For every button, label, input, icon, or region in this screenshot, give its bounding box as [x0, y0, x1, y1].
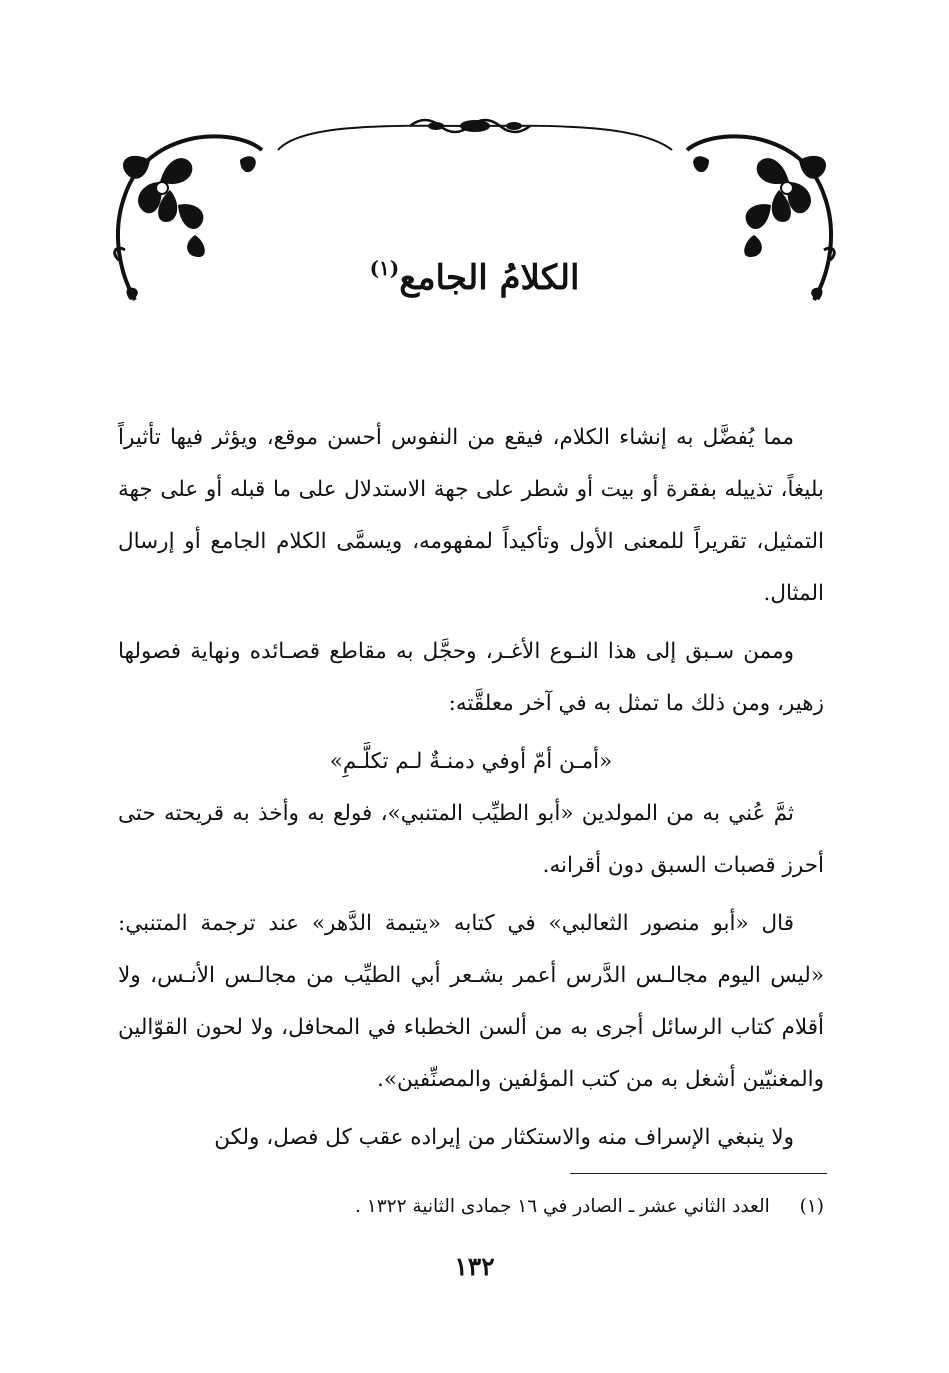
swirl-divider-icon [278, 120, 672, 150]
footnote-number: (١) [799, 1196, 824, 1217]
paragraph: قال «أبو منصور الثعالبي» في كتابه «يتيمة الدَّهر» عند ترجمة المتنبي: «ليس اليوم مجالـس الدَّرس أعمر بشـعر أبي الطيِّب من مجالـس الأنـس، ولا أقلام كتاب الرسائل أجرى به من ألسن الخطباء في المحافل، ولا لحون القوّالين والمغنيّين أشغل به من كتب المؤلفين والمصنِّفين». [118, 911, 824, 1092]
title-text: الكلامُ الجامع [399, 258, 580, 298]
paragraph: مما يُفضَّل به إنشاء الكلام، فيقع من النفوس أحسن موقع، ويؤثر فيها تأثيراً بليغاً، تذييله بفقرة أو بيت أو شطر على جهة الاستدلال على ما قبله أو على جهة التمثيل، تقريراً للمعنى الأول وتأكيداً لمفهومه، ويسمَّى الكلام الجامع أو إرسال المثال. [118, 425, 824, 606]
page-title [0, 238, 949, 308]
paragraph: ولا ينبغي الإسراف منه والاستكثار من إيراده عقب كل فصل، ولكن [214, 1125, 794, 1150]
footnote [118, 1190, 824, 1224]
footnote-divider [570, 1173, 827, 1174]
footnote-text: العدد الثاني عشر ـ الصادر في ١٦ جمادى الثانية ١٣٢٢ . [355, 1196, 770, 1217]
page-number: ١٣٢ [454, 1252, 495, 1281]
poetry-verse: «أمـن أمّ أوفي دمنـةٌ لـم تكلَّـمِ» [329, 749, 613, 774]
title-footnote-marker: (١) [369, 256, 400, 280]
paragraph: وممن سـبق إلى هذا النـوع الأغـر، وحجَّل به مقاطع قصـائده ونهاية فصولها زهير، ومن ذلك ما تمثل به في آخر معلقَّته: [118, 639, 824, 716]
article-body [118, 412, 824, 1170]
paragraph: ثمَّ عُني به من المولدين «أبو الطيِّب المتنبي»، فولع به وأخذ به قريحته حتى أحرز قصبات السبق دون أقرانه. [118, 801, 824, 878]
